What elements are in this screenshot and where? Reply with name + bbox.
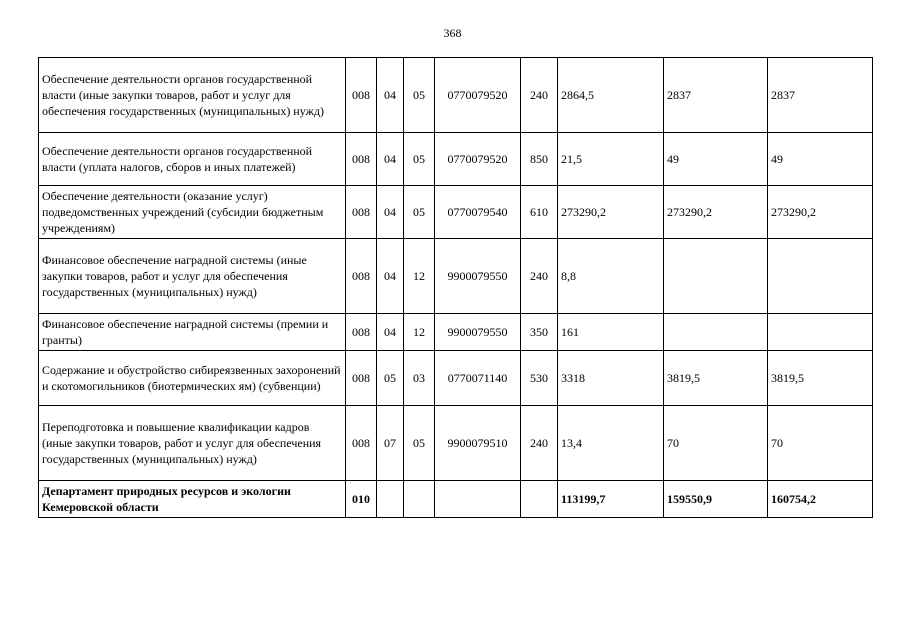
row-ministry: 008 xyxy=(346,351,377,406)
table-row-total xyxy=(39,481,873,518)
row-name: Обеспечение деятельности органов государственной власти (уплата налогов, сборов и иных платежей) xyxy=(39,133,346,186)
row-amount-year3 xyxy=(768,239,873,314)
table-row xyxy=(39,351,873,406)
row-subsection: 12 xyxy=(404,239,435,314)
row-name: Финансовое обеспечение наградной системы (премии и гранты) xyxy=(39,314,346,351)
row-name: Переподготовка и повышение квалификации кадров (иные закупки товаров, работ и услуг для обеспечения государственных (муниципальных) нужд) xyxy=(39,406,346,481)
table-row xyxy=(39,133,873,186)
page-number: 368 xyxy=(443,26,462,40)
row-subsection: 03 xyxy=(404,351,435,406)
row-subsection: 05 xyxy=(404,58,435,133)
row-target: 0770079520 xyxy=(435,133,521,186)
row-ministry: 008 xyxy=(346,239,377,314)
row-amount-year3: 2837 xyxy=(768,58,873,133)
row-section: 07 xyxy=(377,406,404,481)
row-name: Обеспечение деятельности органов государственной власти (иные закупки товаров, работ и услуг для обеспечения государственных (муниципальных) нужд) xyxy=(39,58,346,133)
row-ministry: 008 xyxy=(346,314,377,351)
total-ministry: 010 xyxy=(346,481,377,518)
row-name: Обеспечение деятельности (оказание услуг) подведомственных учреждений (субсидии бюджетным учреждениям) xyxy=(39,186,346,239)
row-expense-type: 610 xyxy=(521,186,558,239)
row-name: Содержание и обустройство сибиреязвенных захоронений и скотомогильников (биотермических ям) (субвенции) xyxy=(39,351,346,406)
row-amount-year3 xyxy=(768,314,873,351)
row-amount-year2 xyxy=(664,314,768,351)
table-row xyxy=(39,58,873,133)
row-amount-year1: 161 xyxy=(558,314,664,351)
row-ministry: 008 xyxy=(346,58,377,133)
row-amount-year1: 8,8 xyxy=(558,239,664,314)
row-amount-year3: 273290,2 xyxy=(768,186,873,239)
table-row xyxy=(39,239,873,314)
row-target: 0770079520 xyxy=(435,58,521,133)
row-expense-type: 530 xyxy=(521,351,558,406)
table-row xyxy=(39,186,873,239)
row-amount-year1: 3318 xyxy=(558,351,664,406)
row-ministry: 008 xyxy=(346,133,377,186)
total-expense-type xyxy=(521,481,558,518)
row-amount-year2: 49 xyxy=(664,133,768,186)
total-name: Департамент природных ресурсов и экологии Кемеровской области xyxy=(39,481,346,518)
row-amount-year2: 70 xyxy=(664,406,768,481)
row-section: 04 xyxy=(377,58,404,133)
row-section: 05 xyxy=(377,351,404,406)
row-amount-year2 xyxy=(664,239,768,314)
row-target: 9900079550 xyxy=(435,314,521,351)
row-amount-year3: 3819,5 xyxy=(768,351,873,406)
total-section xyxy=(377,481,404,518)
row-expense-type: 350 xyxy=(521,314,558,351)
row-expense-type: 240 xyxy=(521,58,558,133)
total-amount-year1: 113199,7 xyxy=(558,481,664,518)
row-section: 04 xyxy=(377,186,404,239)
row-amount-year2: 2837 xyxy=(664,58,768,133)
row-amount-year2: 3819,5 xyxy=(664,351,768,406)
table-row xyxy=(39,314,873,351)
table-row xyxy=(39,406,873,481)
row-section: 04 xyxy=(377,133,404,186)
row-name: Финансовое обеспечение наградной системы (иные закупки товаров, работ и услуг для обеспечения государственных (муниципальных) нужд) xyxy=(39,239,346,314)
total-target xyxy=(435,481,521,518)
row-target: 0770079540 xyxy=(435,186,521,239)
total-subsection xyxy=(404,481,435,518)
row-ministry: 008 xyxy=(346,186,377,239)
row-amount-year3: 49 xyxy=(768,133,873,186)
row-section: 04 xyxy=(377,314,404,351)
row-ministry: 008 xyxy=(346,406,377,481)
row-expense-type: 240 xyxy=(521,406,558,481)
row-amount-year3: 70 xyxy=(768,406,873,481)
row-section: 04 xyxy=(377,239,404,314)
row-target: 9900079550 xyxy=(435,239,521,314)
row-amount-year1: 21,5 xyxy=(558,133,664,186)
row-subsection: 05 xyxy=(404,186,435,239)
row-subsection: 05 xyxy=(404,406,435,481)
row-subsection: 05 xyxy=(404,133,435,186)
row-target: 0770071140 xyxy=(435,351,521,406)
row-amount-year1: 273290,2 xyxy=(558,186,664,239)
row-amount-year2: 273290,2 xyxy=(664,186,768,239)
budget-table xyxy=(38,57,873,518)
row-amount-year1: 2864,5 xyxy=(558,58,664,133)
row-subsection: 12 xyxy=(404,314,435,351)
total-amount-year3: 160754,2 xyxy=(768,481,873,518)
total-amount-year2: 159550,9 xyxy=(664,481,768,518)
row-amount-year1: 13,4 xyxy=(558,406,664,481)
row-expense-type: 850 xyxy=(521,133,558,186)
row-expense-type: 240 xyxy=(521,239,558,314)
row-target: 9900079510 xyxy=(435,406,521,481)
